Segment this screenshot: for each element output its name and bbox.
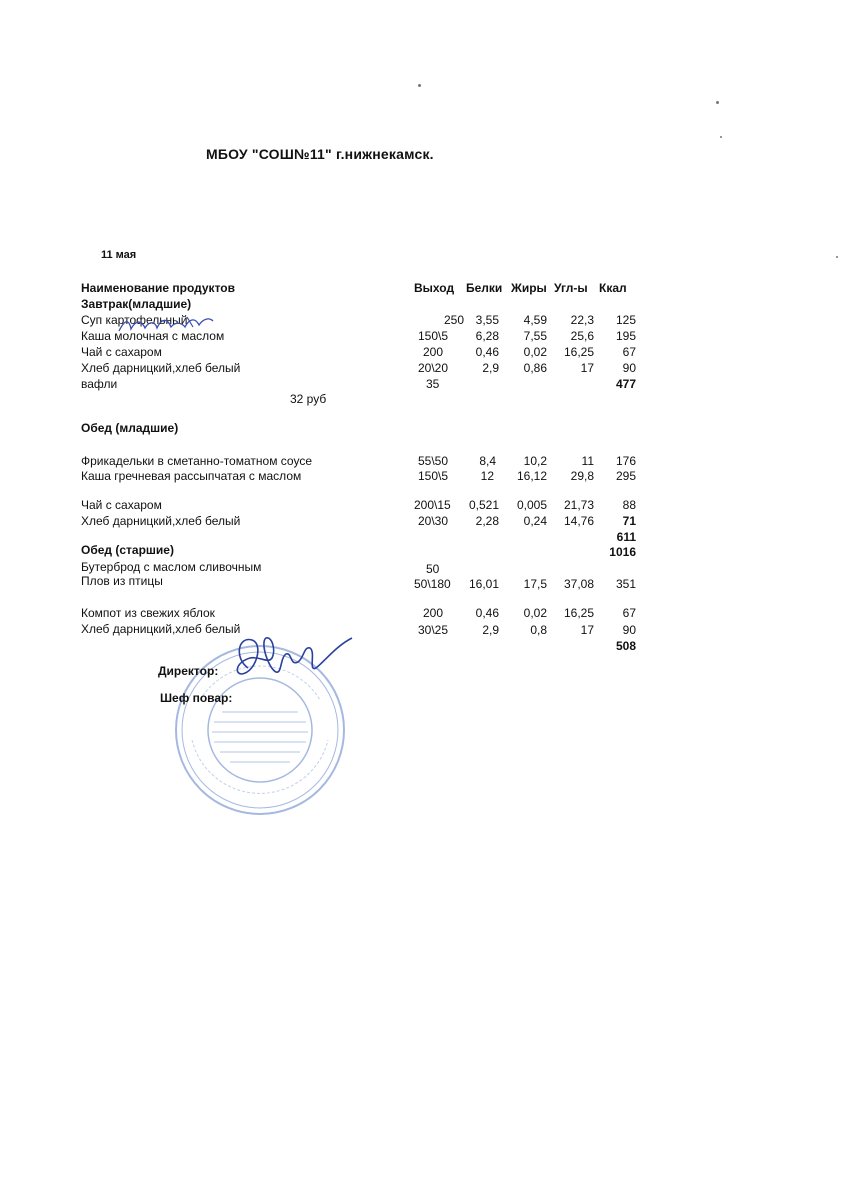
handwritten-correction — [115, 313, 225, 335]
table-cell-output: 50\180 — [414, 577, 451, 591]
table-cell-kcal: 351 — [615, 577, 636, 591]
chef-label: Шеф повар: — [160, 691, 233, 705]
table-cell-kcal: 295 — [615, 469, 636, 483]
table-cell-output: 150\5 — [418, 469, 449, 483]
table-cell-carbs: 11 — [581, 454, 594, 468]
table-cell-fat: 0,005 — [516, 498, 547, 512]
table-cell-carbs: 14,76 — [563, 514, 594, 528]
menu-date: 11 мая — [101, 249, 137, 261]
table-row-name: Бутерброд с маслом сливочным — [81, 560, 262, 574]
table-cell-carbs: 29,8 — [570, 469, 594, 483]
table-row-name: Фрикадельки в сметанно-томатном соусе — [81, 454, 312, 468]
table-cell-kcal: 176 — [615, 454, 636, 468]
table-cell-carbs: 25,6 — [570, 329, 594, 343]
table-cell-kcal: 67 — [622, 345, 636, 359]
table-cell-fat: 0,24 — [523, 514, 547, 528]
table-cell-fat: 0,02 — [523, 345, 547, 359]
table-row-name: Каша молочная с маслом — [81, 329, 225, 343]
table-cell-carbs: 17 — [580, 623, 594, 637]
table-cell-output: 20\20 — [418, 361, 449, 375]
table-cell-protein: 3,55 — [475, 313, 499, 327]
table-cell-fat: 0,8 — [530, 623, 547, 637]
table-row-name: Суп картофельный — [81, 313, 188, 327]
header-fat: Жиры — [511, 281, 547, 295]
director-label: Директор: — [158, 664, 219, 678]
table-cell-fat: 10,2 — [523, 454, 547, 468]
table-cell-protein: 6,28 — [475, 329, 499, 343]
table-cell-output: 200\15 — [414, 498, 451, 512]
table-cell-protein: 12 — [480, 469, 494, 483]
table-cell-fat: 0,86 — [523, 361, 547, 375]
table-cell-output: 35 — [426, 377, 440, 391]
table-row-name: вафли — [81, 377, 118, 391]
section-breakfast-junior: Завтрак(младшие) — [81, 297, 192, 311]
table-row-name: Каша гречневая рассыпчатая с маслом — [81, 469, 302, 483]
table-cell-output: 20\30 — [418, 514, 449, 528]
senior-total-top: 1016 — [609, 545, 636, 559]
header-protein: Белки — [466, 281, 503, 295]
header-kcal: Ккал — [599, 281, 627, 295]
table-cell-output: 55\50 — [418, 454, 449, 468]
table-cell-protein: 0,521 — [468, 498, 499, 512]
table-cell-fat: 16,12 — [516, 469, 547, 483]
table-cell-output: 50 — [426, 562, 440, 576]
table-cell-fat: 0,02 — [523, 606, 547, 620]
breakfast-total-kcal: 477 — [615, 377, 636, 391]
table-cell-protein: 8,4 — [479, 454, 496, 468]
table-cell-carbs: 17 — [580, 361, 594, 375]
section-lunch-senior: Обед (старшие) — [81, 543, 174, 557]
lunch-junior-total: 611 — [616, 530, 636, 544]
price: 32 руб — [290, 392, 327, 406]
table-row-name: Чай с сахаром — [81, 498, 162, 512]
table-cell-protein: 0,46 — [475, 606, 499, 620]
table-cell-protein: 16,01 — [468, 577, 499, 591]
scan-speck — [836, 256, 838, 258]
table-row-name: Хлеб дарницкий,хлеб белый — [81, 361, 241, 375]
table-cell-kcal: 67 — [622, 606, 636, 620]
table-cell-output: 200 — [423, 345, 444, 359]
table-cell-carbs: 16,25 — [563, 606, 594, 620]
table-cell-output: 250 — [443, 313, 464, 327]
table-cell-kcal: 195 — [615, 329, 636, 343]
table-cell-kcal: 90 — [622, 361, 636, 375]
table-row-name: Хлеб дарницкий,хлеб белый — [81, 514, 241, 528]
page-title: МБОУ "СОШ№11" г.нижнекамск. — [206, 146, 434, 162]
table-cell-fat: 7,55 — [523, 329, 547, 343]
table-row-name: Компот из свежих яблок — [81, 606, 215, 620]
table-cell-kcal: 90 — [622, 623, 636, 637]
table-cell-carbs: 16,25 — [563, 345, 594, 359]
lunch-senior-total: 508 — [615, 639, 636, 653]
scan-speck — [720, 136, 722, 138]
table-cell-protein: 2,9 — [482, 361, 499, 375]
table-cell-output: 200 — [423, 606, 444, 620]
header-carbs: Угл-ы — [554, 281, 588, 295]
table-cell-carbs: 37,08 — [563, 577, 594, 591]
table-cell-fat: 4,59 — [523, 313, 547, 327]
section-lunch-junior: Обед (младшие) — [81, 421, 179, 435]
table-row-name: Хлеб дарницкий,хлеб белый — [81, 622, 241, 636]
table-cell-output: 30\25 — [418, 623, 449, 637]
header-output: Выход — [414, 281, 455, 295]
scan-speck — [716, 101, 719, 104]
table-cell-carbs: 21,73 — [563, 498, 594, 512]
table-cell-carbs: 22,3 — [570, 313, 594, 327]
header-name: Наименование продуктов — [81, 281, 235, 295]
table-row-name: Плов из птицы — [81, 574, 163, 588]
table-cell-protein: 0,46 — [475, 345, 499, 359]
table-cell-protein: 2,28 — [475, 514, 499, 528]
table-cell-protein: 2,9 — [482, 623, 499, 637]
scan-speck — [418, 84, 421, 87]
table-cell-fat: 17,5 — [523, 577, 547, 591]
table-cell-output: 150\5 — [418, 329, 449, 343]
table-cell-kcal: 125 — [615, 313, 636, 327]
table-cell-kcal: 88 — [622, 498, 636, 512]
director-signature — [220, 628, 360, 688]
table-row-name: Чай с сахаром — [81, 345, 162, 359]
table-cell-kcal: 71 — [622, 514, 636, 528]
